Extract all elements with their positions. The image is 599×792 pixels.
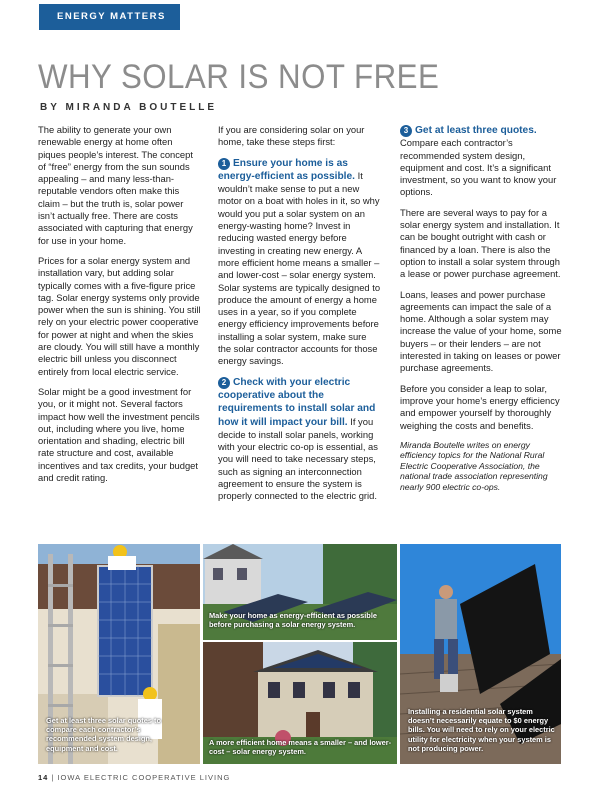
photo-solar-installer-ladder	[38, 544, 200, 764]
paragraph: The ability to generate your own renewable energy at home often piques people’s interest. The concept of “free” energy from the sun sounds appealing – and many less-than-reputable vendors often make this claim – but the truth is, solar power isn’t actually free. There are costs associated with capturing that energy for use in your home.	[38, 124, 193, 246]
photo-roof-solar-house	[203, 642, 397, 764]
step-3	[400, 124, 563, 199]
step-2	[218, 376, 381, 503]
photo-caption: Make your home as energy-efficient as possible before purchasing a solar energy system.	[209, 611, 377, 630]
paragraph: Solar might be a good investment for you, or it might not. Several factors impact how well the investment pencils out, including where you live, home orientation and shading, electric bill rate structure and cost, available incentives and tax credits, your budget and credit rating.	[38, 385, 200, 484]
step-heading: Get at least three quotes.	[415, 125, 537, 136]
column-2	[218, 124, 381, 511]
article-title: WHY SOLAR IS NOT FREE	[38, 58, 440, 96]
column-1	[38, 124, 201, 492]
page-footer: 14 | IOWA ELECTRIC COOPERATIVE LIVING	[38, 773, 231, 782]
byline: BY MIRANDA BOUTELLE	[40, 102, 217, 113]
step-body: If you decide to install solar panels, working with your electric co-op is essential, as you will need to take necessary steps, such as signing an interconnection agreement to ensure the system is properly connected to the electric grid.	[218, 415, 378, 502]
step-heading: Check with your electric cooperative about the requirements to install solar and how it will impact your bill.	[218, 376, 376, 428]
page-number: 14	[38, 773, 49, 782]
number-badge-icon: 1	[218, 158, 230, 170]
publication-name: IOWA ELECTRIC COOPERATIVE LIVING	[57, 773, 231, 782]
column-3	[400, 124, 563, 500]
photo-ground-solar-house	[203, 544, 397, 640]
author-bio: Miranda Boutelle writes on energy efficiency topics for the National Rural Electric Cooperative Association, the national trade association representing nearly 900 electric co-ops.	[400, 439, 548, 492]
number-badge-icon: 3	[400, 125, 412, 137]
paragraph: Before you consider a leap to solar, improve your home’s energy efficiency and empower yourself by thoroughly weighing the costs and benefits.	[400, 382, 560, 431]
paragraph: Loans, leases and power purchase agreements can impact the sale of a home. Although a solar system may increase the value of your home, some buyers – or their lenders – are not interested in taking on leases or power purchase agreements.	[400, 288, 562, 374]
step-heading: Ensure your home is as energy-efficient as possible.	[218, 157, 356, 182]
photo-caption: Installing a residential solar system doesn’t necessarily equate to $0 energy bills. You will need to rely on your electric utility for electricity when your system is not producing power.	[408, 707, 555, 753]
step-1	[218, 157, 381, 368]
step-body: Compare each contractor’s recommended system design, equipment and cost. It’s a significant investment, so you want to know your options.	[400, 137, 557, 198]
section-label: ENERGY MATTERS	[39, 4, 180, 30]
paragraph: There are several ways to pay for a solar energy system and installation. It can be bought outright with cash or financed by a loan. There is also the option to install a solar system through a lease or power purchase agreement.	[400, 206, 561, 280]
photo-caption: Get at least three solar quotes to compare each contractor’s recommended system design, equipment and cost.	[46, 716, 161, 753]
photo-roof-worker-panel	[400, 544, 561, 764]
photo-caption: A more efficient home means a smaller – and lower-cost – solar energy system.	[209, 738, 392, 757]
number-badge-icon: 2	[218, 377, 230, 389]
step-body: It wouldn’t make sense to put a new motor on a boat with holes in it, so why would you put a solar system on an energy-wasting home? Invest in reducing wasted energy before investing in creating new energy. A more efficient home means a smaller – and lower-cost – solar energy system. Solar systems are typically designed to produce the amount of energy a home uses in a year, so if you complete energy efficiency improvements before installing a solar system, make sure the solar contractor accounts for those energy savings.	[218, 169, 381, 367]
paragraph: If you are considering solar on your home, take these steps first:	[218, 124, 365, 148]
paragraph: Prices for a solar energy system and installation vary, but adding solar typically comes with a five-figure price tag. Solar energy systems only provide power when the sun is shining. You still rely on your electric power cooperative for power at night and when the skies are cloudy. You will still have a monthly electric bill unless you disconnect entirely from local electric service.	[38, 254, 201, 377]
